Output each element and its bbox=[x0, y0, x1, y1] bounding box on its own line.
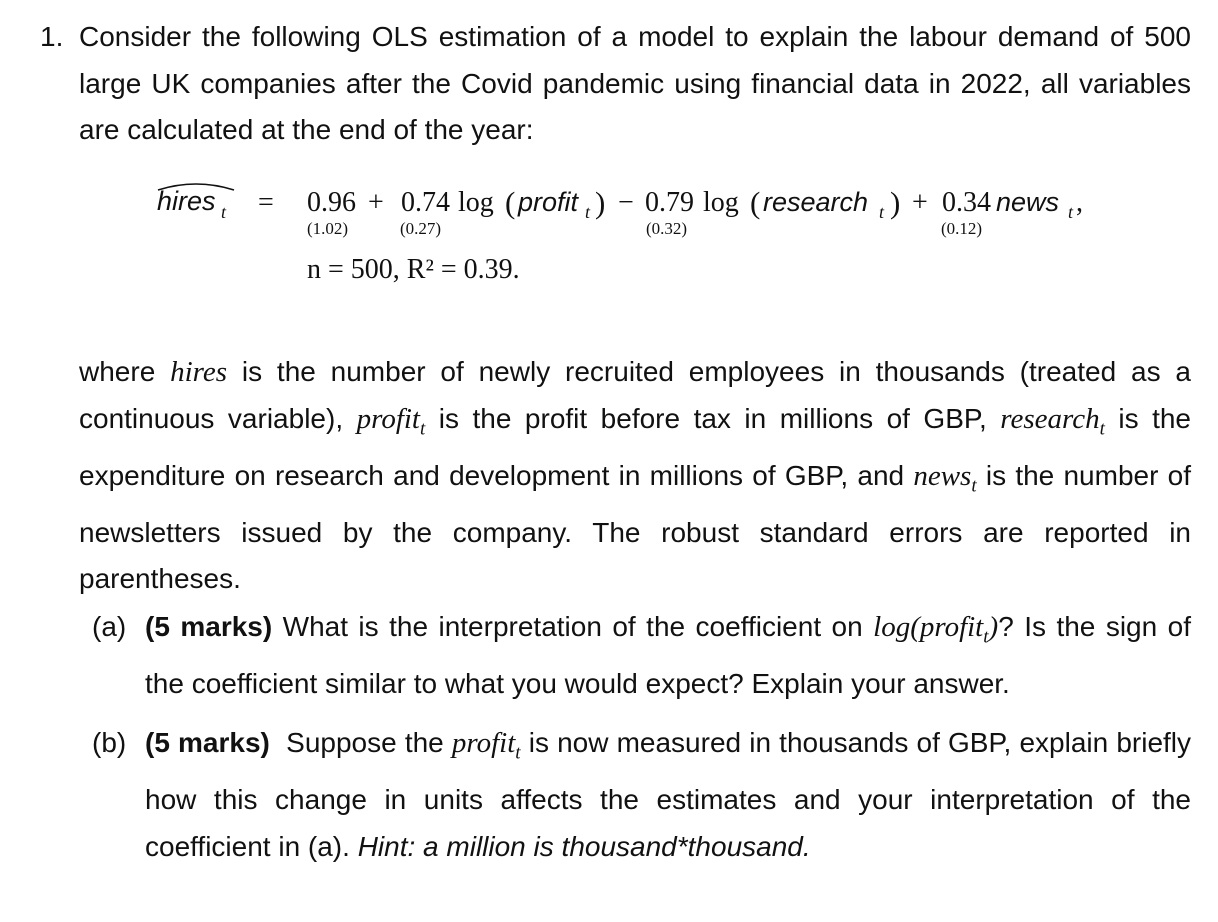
where-text-3: is the profit before tax in millions of GBP, bbox=[425, 402, 1001, 434]
part-a-math-subscript: t bbox=[983, 626, 989, 648]
part-a-label: (a) bbox=[92, 611, 127, 642]
profit-variable: profit bbox=[518, 187, 579, 217]
news-variable: news bbox=[996, 187, 1060, 217]
lhs-subscript: t bbox=[221, 202, 227, 222]
research-variable: research bbox=[763, 187, 869, 217]
profit-coefficient: 0.74 bbox=[401, 187, 450, 218]
plus-sign: + bbox=[368, 187, 384, 218]
open-paren: ( bbox=[505, 185, 516, 220]
part-b-text-2: is now measured in thousands of GBP, explain briefly how this change in units affects the estimates and your interpretation of the coefficient in (a). bbox=[145, 727, 1192, 862]
news-coefficient: 0.34 bbox=[942, 187, 991, 218]
part-b-text bbox=[145, 720, 1191, 870]
equals-sign: = bbox=[258, 187, 274, 218]
se-profit: (0.27) bbox=[400, 219, 442, 238]
model-statistics: n = 500, R² = 0.39. bbox=[307, 254, 520, 285]
question-intro: Consider the following OLS estimation of a model to explain the labour demand of 500 large UK companies after the Covid pandemic using financial data in 2022, all variables are calculated at the end of the year: bbox=[79, 21, 1191, 145]
se-news: (0.12) bbox=[941, 219, 983, 238]
plus-sign-2: + bbox=[912, 187, 928, 218]
where-text-4: is the expenditure on research and development in millions of GBP, and bbox=[79, 402, 1192, 491]
close-paren-2: ) bbox=[890, 185, 901, 220]
se-research: (0.32) bbox=[646, 219, 688, 238]
where-text-5: is the number of newsletters issued by the company. The robust standard errors are reported in parentheses. bbox=[79, 459, 1192, 595]
research-coefficient: 0.79 bbox=[645, 187, 694, 218]
part-a-marks: (5 marks) bbox=[145, 611, 273, 642]
part-b-hint: Hint: a million is thousand*thousand. bbox=[357, 830, 811, 862]
part-b-math: profit bbox=[451, 727, 516, 759]
se-intercept: (1.02) bbox=[307, 219, 349, 238]
part-a-math: log(profit bbox=[873, 611, 984, 643]
part-b-math-subscript: t bbox=[515, 742, 521, 764]
open-paren-2: ( bbox=[750, 185, 761, 220]
var-research: research bbox=[1000, 402, 1100, 435]
lhs-variable: hires bbox=[157, 186, 216, 216]
part-b-marks: (5 marks) bbox=[145, 727, 270, 758]
close-paren: ) bbox=[595, 185, 606, 220]
part-b-text-1: Suppose the bbox=[269, 727, 452, 758]
part-a-math-end: ) bbox=[988, 611, 999, 643]
var-research-subscript: t bbox=[1099, 418, 1105, 440]
where-text-2: is the number of newly recruited employees in thousands (treated as a continuous variable), bbox=[79, 356, 1191, 434]
part-a-text-2: ? Is the sign of the coefficient similar to what you would expect? Explain your answer. bbox=[145, 611, 1191, 700]
var-news: news bbox=[913, 459, 972, 492]
ols-equation bbox=[0, 0, 1218, 320]
var-profit-subscript: t bbox=[420, 418, 426, 440]
var-hires: hires bbox=[170, 356, 228, 388]
question-number: 1. bbox=[40, 21, 64, 52]
where-text-1: where bbox=[79, 356, 171, 387]
minus-sign: − bbox=[618, 187, 634, 218]
log-function-2: log bbox=[703, 187, 739, 218]
variable-definitions bbox=[79, 349, 1191, 603]
var-news-subscript: t bbox=[971, 475, 977, 497]
part-a-text-1: What is the interpretation of the coefficient on bbox=[272, 611, 874, 642]
news-subscript: t bbox=[1068, 202, 1074, 222]
trailing-comma: , bbox=[1076, 187, 1083, 218]
profit-subscript: t bbox=[585, 202, 591, 222]
research-subscript: t bbox=[879, 202, 885, 222]
var-profit: profit bbox=[356, 402, 420, 435]
part-a-text bbox=[145, 604, 1191, 708]
part-b-label: (b) bbox=[92, 727, 127, 758]
log-function: log bbox=[458, 187, 494, 218]
intercept-coefficient: 0.96 bbox=[307, 187, 356, 218]
